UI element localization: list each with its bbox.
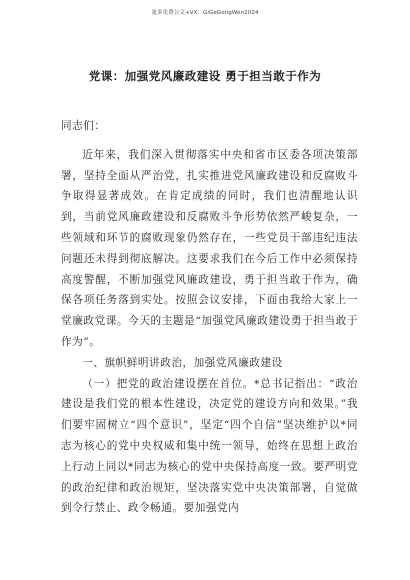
document-title: 党课：加强党风廉政建设 勇于担当敢于作为 <box>88 69 322 83</box>
paragraph-1-1: （一）把党的政治建设摆在首位。*总书记指出：“政治建设是我们党的根本性建设，决定党的建设方向和效果。”我们要牢固树立“四个意识”，坚定“四个自信”坚决维护以*同志为核心的党中央权威和集中统一领导，始终在思想上政治上行动上同以*同志为核心的党中央保持高度一致。要严明党的政治纪律和政治规矩，坚决落实党中央决策部署，自觉做到令行禁止、政令畅通。要加强党内 <box>61 377 358 515</box>
salutation: 同志们： <box>61 120 106 132</box>
header-note: 更多免费公文+VX：GiGeGongWen2024 <box>151 10 259 16</box>
section-heading-1: 一、旗帜鲜明讲政治，加强党风廉政建设 <box>82 356 283 369</box>
document-body <box>61 116 358 519</box>
paragraph-intro: 近年来，我们深入贯彻落实中央和省市区委各项决策部署，坚持全面从严治党，扎实推进党风廉政建设和反腐败斗争取得显著成效。在肯定成绩的同时，我们也清醒地认识到，当前党风廉政建设和反腐败斗争形势依然严峻复杂，一些领域和环节的腐败现象仍然存在，一些党员干部违纪违法问题还未得到彻底解决。这要求我们在今后工作中必须保持高度警醒，不断加强党风廉政建设，勇于担当敢于作为，确保各项任务落到实处。按照会议安排，下面由我给大家上一堂廉政党课。今天的主题是“加强党风廉政建设勇于担当敢于作为”。 <box>61 148 358 348</box>
